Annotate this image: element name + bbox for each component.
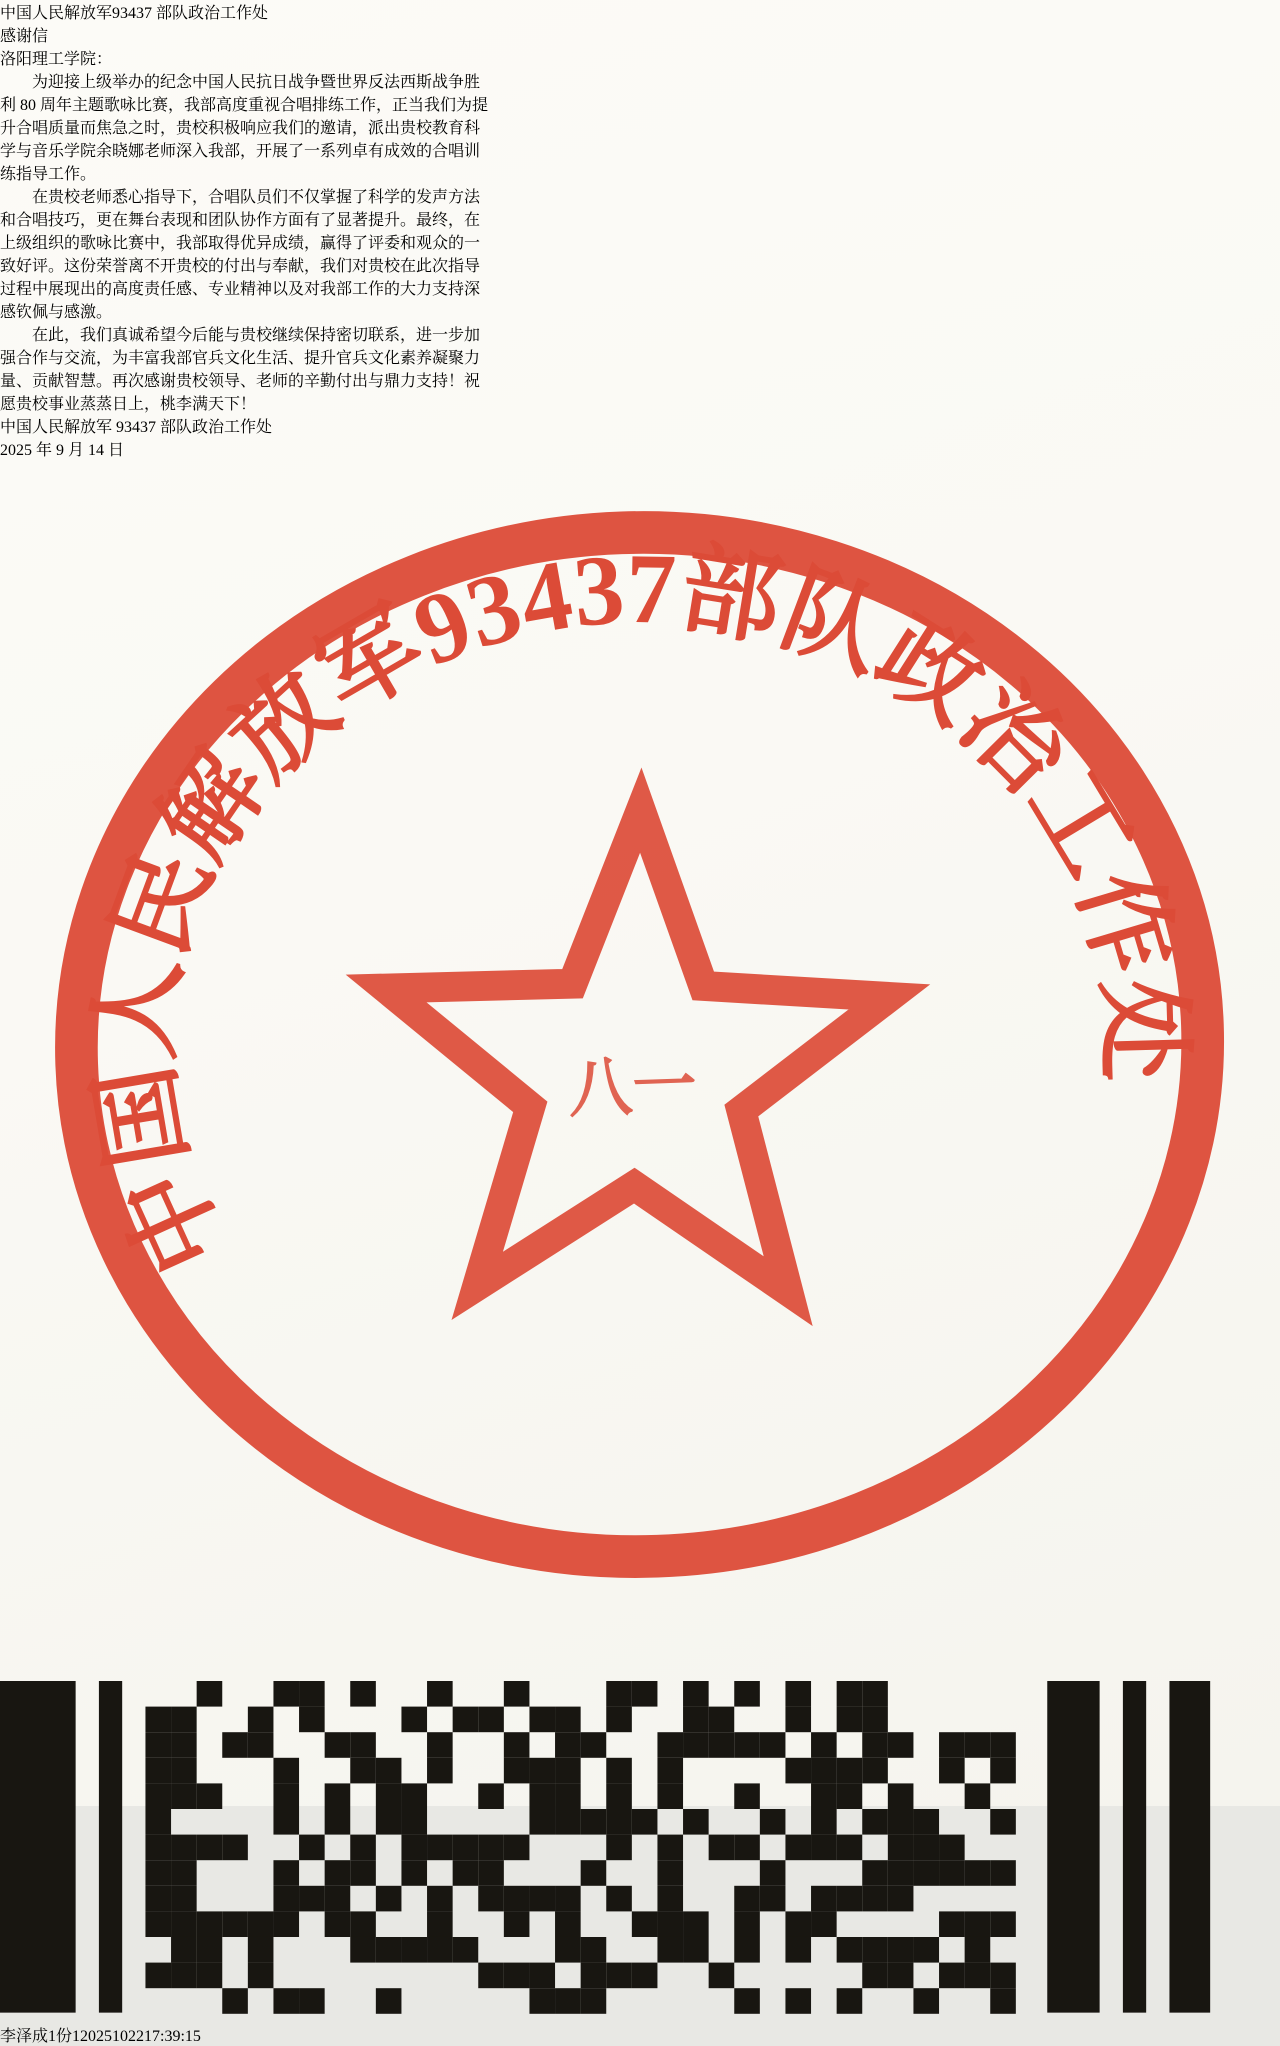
salutation: 洛阳理工学院： [0,51,113,68]
body-line: 在此，我们真诚希望今后能与贵校继续保持密切联系，进一步加 [0,327,481,344]
signature-org: 中国人民解放军 93437 部队政治工作处 [0,419,273,436]
body-line: 和合唱技巧，更在舞台表现和团队协作方面有了显著提升。最终，在 [0,212,481,229]
document-title: 感谢信 [0,28,49,45]
barcode-2d-icon [0,1681,1280,2023]
body-line: 升合唱质量而焦急之时，贵校积极响应我们的邀请，派出贵校教育科 [0,120,481,137]
body-line: 愿贵校事业蒸蒸日上，桃李满天下！ [0,396,257,413]
seal-center-mark: 八一 [567,1049,698,1126]
body-lines [0,69,1280,414]
print-caption: 李泽成1份12025102217:39:15 [0,2028,201,2046]
body-line: 过程中展现出的高度责任感、专业精神以及对我部工作的大力支持深 [0,281,481,298]
scan-top-edge [0,0,1280,14]
body-line: 练指导工作。 [0,166,97,183]
signature-date: 2025 年 9 月 14 日 [0,442,125,459]
seal-graphic [59,513,1220,1576]
body-line: 在贵校老师悉心指导下，合唱队员们不仅掌握了科学的发声方法 [0,189,481,206]
body-line: 上级组织的歌咏比赛中，我部取得优异成绩，赢得了评委和观众的一 [0,235,481,252]
official-seal [0,460,1280,1681]
body-line: 为迎接上级举办的纪念中国人民抗日战争暨世界反法西斯战争胜 [0,74,481,91]
seal-ring-text: 中国人民解放军93437部队政治工作处 [78,532,1200,1290]
body-line: 利 80 周年主题歌咏比赛，我部高度重视合唱排练工作，正当我们为提 [0,97,489,114]
body-line: 感钦佩与感激。 [0,304,113,321]
body-line: 学与音乐学院余晓娜老师深入我部，开展了一系列卓有成效的合唱训 [0,143,481,160]
letter-body [0,46,1280,414]
letterhead-title: 中国人民解放军93437 部队政治工作处 [0,5,269,22]
body-line: 强合作与交流，为丰富我部官兵文化生活、提升官兵文化素养凝聚力 [0,350,481,367]
body-line: 致好评。这份荣誉离不开贵校的付出与奉献，我们对贵校在此次指导 [0,258,481,275]
body-line: 量、贡献智慧。再次感谢贵校领导、老师的辛勤付出与鼎力支持！祝 [0,373,481,390]
